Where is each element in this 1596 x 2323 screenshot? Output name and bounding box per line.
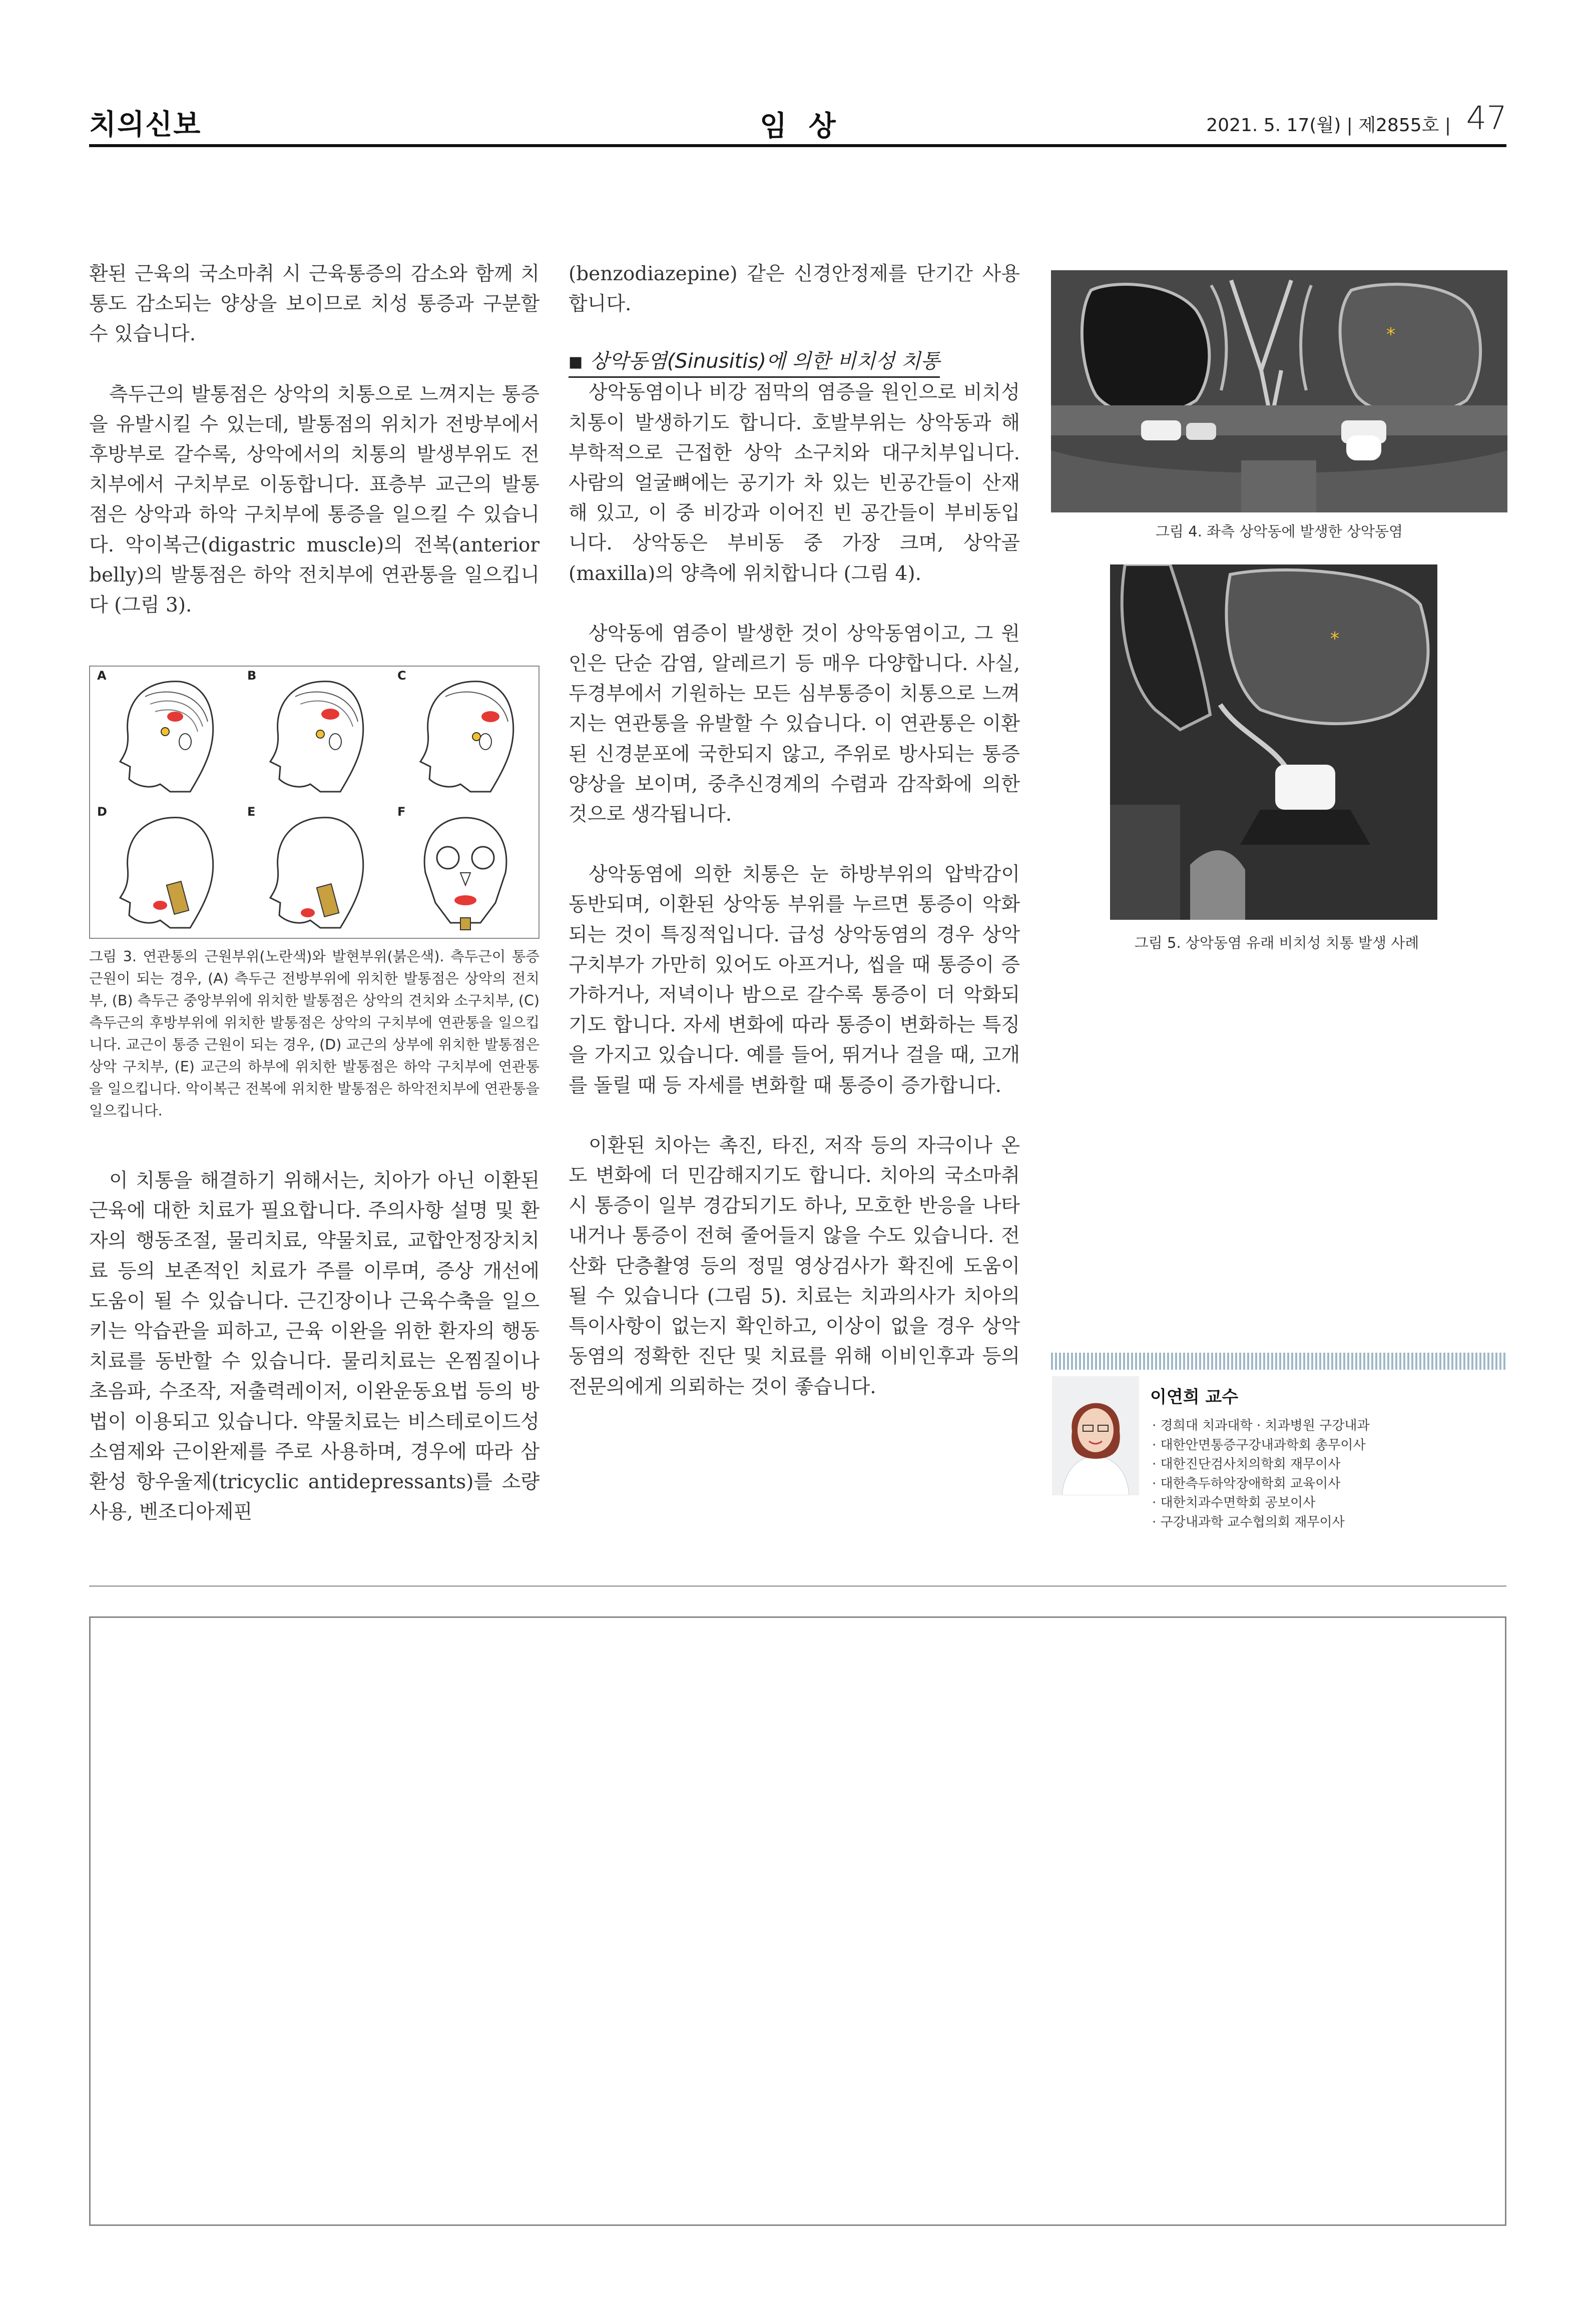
subhead-text: 상악동염(Sinusitis)에 의한 비치성 치통	[590, 350, 940, 373]
fig3-panel-f	[390, 803, 541, 939]
col2-paragraph-1: (benzodiazepine) 같은 신경안정제를 단기간 사용합니다.	[569, 263, 1020, 316]
skull-front-illustration	[390, 803, 541, 939]
fig3-label: B	[247, 669, 257, 683]
affiliation-item: · 대한측두하악장애학회 교육이사	[1152, 1476, 1341, 1491]
column-1b	[89, 1166, 540, 1527]
fig3-panel-d	[90, 803, 240, 939]
col2-paragraph-3: 상악동에 염증이 발생한 것이 상악동염이고, 그 원인은 단순 감염, 알레르기 등 매우 다양합니다. 사실, 두경부에서 기원하는 모든 심부통증이 치통으로 느껴지는 연관통을 유발할 수 있습니다. 이 연관통은 이환된 신경분포에 국한되지 않고, 주위로 방사되는 통증양상을 보이며, 중추신경계의 수렴과 감작화에 의한 것으로 생각됩니다.	[569, 622, 1020, 826]
head-profile-illustration	[90, 667, 240, 803]
figure-5-caption: 그림 5. 상악동염 유래 비치성 치통 발생 사례	[1134, 934, 1419, 951]
dateline: 2021. 5. 17(월) | 제2855호 |	[1206, 115, 1451, 136]
affiliation-item: · 경희대 치과대학 · 치과병원 구강내과	[1152, 1418, 1370, 1433]
col1-paragraph-2: 측두근의 발통점은 상악의 치통으로 느껴지는 통증을 유발시킬 수 있는데, 발통점의 위치가 전방부에서 후방부로 갈수록, 상악에서의 치통의 발생부위도 전치부에서 구치부로 이동합니다. 표층부 교근의 발통점은 상악과 하악 구치부에 통증을 일으킬 수 있습니다. 악이복근(digastric muscle)의 전복(anterior belly)의 발통점은 하악 전치부에 연관통을 일으킵니다 (그림 3).	[89, 383, 540, 617]
page-number: 47	[1466, 100, 1507, 137]
author-photo	[1052, 1376, 1139, 1495]
fig3-label: E	[247, 805, 256, 819]
figure-3-caption: 그림 3. 연관통의 근원부위(노란색)와 발현부위(붉은색). 측두근이 통증 근원이 되는 경우, (A) 측두근 전방부위에 위치한 발통점은 상악의 전치부, (B) 측두근 중앙부위에 위치한 발통점은 상악의 견치와 소구치부, (C) 측두근의 후방부위에 위치한 발통점은 상악의 구치부에 연관통을 일으킵니다. 교근이 통증 근원이 되는 경우, (D) 교근의 상부에 위치한 발통점은 상악 구치부, (E) 교근의 하부에 위치한 발통점은 하악 구치부에 연관통을 일으킵니다. 악이복근 전복에 위치한 발통점은 하악전치부에 연관통을 일으킵니다.	[89, 948, 540, 1119]
fig3-panel-e	[240, 803, 390, 939]
fig3-panel-b	[240, 667, 390, 803]
head-profile-illustration	[390, 667, 541, 803]
square-bullet-icon: ■	[569, 353, 583, 371]
col2-paragraph-4: 상악동염에 의한 치통은 눈 하방부위의 압박감이 동반되며, 이환된 상악동 부위를 누르면 통증이 악화되는 것이 특징적입니다. 급성 상악동염의 경우 상악 구치부가 가만히 있어도 아프거나, 씹을 때 통증이 증가하거나, 저녁이나 밤으로 갈수록 통증이 더 악화되기도 합니다. 자세 변화에 따라 통증이 변화하는 특징을 가지고 있습니다. 예를 들어, 뛰거나 걸을 때, 고개를 돌릴 때 등 자세를 변화할 때 통증이 증가합니다.	[569, 863, 1020, 1097]
fig3-label: D	[97, 805, 107, 819]
section-divider	[89, 1585, 1506, 1587]
affiliation-item: · 구강내과학 교수협의회 재무이사	[1152, 1514, 1345, 1530]
coronal-ct-scan	[1051, 270, 1507, 512]
affiliation-item: · 대한치과수면학회 공보이사	[1152, 1495, 1316, 1511]
affiliation-item: · 대한진단검사치의학회 재무이사	[1152, 1457, 1341, 1472]
figure-4-caption: 그림 4. 좌측 상악동에 발생한 상악동염	[1156, 523, 1403, 540]
sagittal-ct-scan	[1110, 564, 1437, 920]
star-marker: *	[1330, 629, 1339, 649]
author-portrait-icon	[1052, 1376, 1139, 1495]
author-name: 이연희 교수	[1150, 1387, 1239, 1407]
header-rule	[89, 144, 1506, 147]
figure-5-ct-image	[1110, 564, 1437, 920]
column-2	[569, 259, 1020, 1402]
author-divider-bar	[1051, 1353, 1506, 1370]
head-profile-illustration	[240, 667, 390, 803]
figure-3	[89, 666, 540, 939]
col2-paragraph-2: 상악동염이나 비강 점막의 염증을 원인으로 비치성 치통이 발생하기도 합니다. 호발부위는 상악동과 해부학적으로 근접한 상악 소구치와 대구치부입니다. 사람의 얼굴뼈에는 공기가 차 있는 빈공간들이 산재해 있고, 이 중 비강과 이어진 빈 공간들이 부비동입니다. 상악동은 부비동 중 가장 크며, 상악골(maxilla)의 양측에 위치합니다 (그림 4).	[569, 381, 1020, 585]
affiliation-item: · 대한안면통증구강내과학회 총무이사	[1152, 1437, 1366, 1453]
section-subhead	[569, 347, 940, 378]
figure-4-ct-image	[1051, 270, 1507, 512]
fig3-label: A	[97, 669, 107, 683]
col1-paragraph-3: 이 치통을 해결하기 위해서는, 치아가 아닌 이환된 근육에 대한 치료가 필요합니다. 주의사항 설명 및 환자의 행동조절, 물리치료, 약물치료, 교합안정장치치료 등의 보존적인 치료가 주를 이루며, 증상 개선에 도움이 될 수 있습니다. 근긴장이나 근육수축을 일으키는 악습관을 피하고, 근육 이완을 위한 환자의 행동치료를 동반할 수 있습니다. 물리치료는 온찜질이나 초음파, 수조작, 저출력레이저, 이완운동요법 등의 방법이 이용되고 있습니다. 약물치료는 비스테로이드성 소염제와 근이완제를 주로 사용하며, 경우에 따라 삼환성 항우울제(tricyclic antidepressants)를 소량 사용, 벤조디아제핀	[89, 1170, 540, 1524]
fig3-panel-a	[90, 667, 240, 803]
head-profile-illustration	[90, 803, 240, 939]
fig3-label: F	[397, 805, 406, 819]
star-marker: *	[1386, 324, 1395, 345]
section-title: 임 상	[760, 110, 842, 143]
col2-paragraph-5: 이환된 치아는 촉진, 타진, 저작 등의 자극이나 온도 변화에 더 민감해지기도 합니다. 치아의 국소마취 시 통증이 일부 경감되기도 하나, 모호한 반응을 나타내거나 통증이 전혀 줄어들지 않을 수도 있습니다. 전산화 단층촬영 등의 정밀 영상검사가 확진에 도움이 될 수 있습니다 (그림 5). 치료는 치과의사가 치아의 특이사항이 없는지 확인하고, 이상이 없을 경우 상악동염의 정확한 진단 및 치료를 위해 이비인후과 등의 전문의에게 의뢰하는 것이 좋습니다.	[569, 1134, 1020, 1398]
head-profile-illustration	[240, 803, 390, 939]
col1-paragraph-1: 환된 근육의 국소마취 시 근육통증의 감소와 함께 치통도 감소되는 양상을 보이므로 치성 통증과 구분할 수 있습니다.	[89, 263, 540, 346]
dateline-wrap	[1206, 111, 1451, 137]
masthead: 치의신보	[89, 109, 202, 141]
author-affiliations	[1152, 1416, 1370, 1532]
fig3-label: C	[397, 669, 406, 683]
advertisement-box	[89, 1616, 1506, 2226]
column-1a	[89, 259, 540, 621]
fig3-panel-c	[390, 667, 541, 803]
